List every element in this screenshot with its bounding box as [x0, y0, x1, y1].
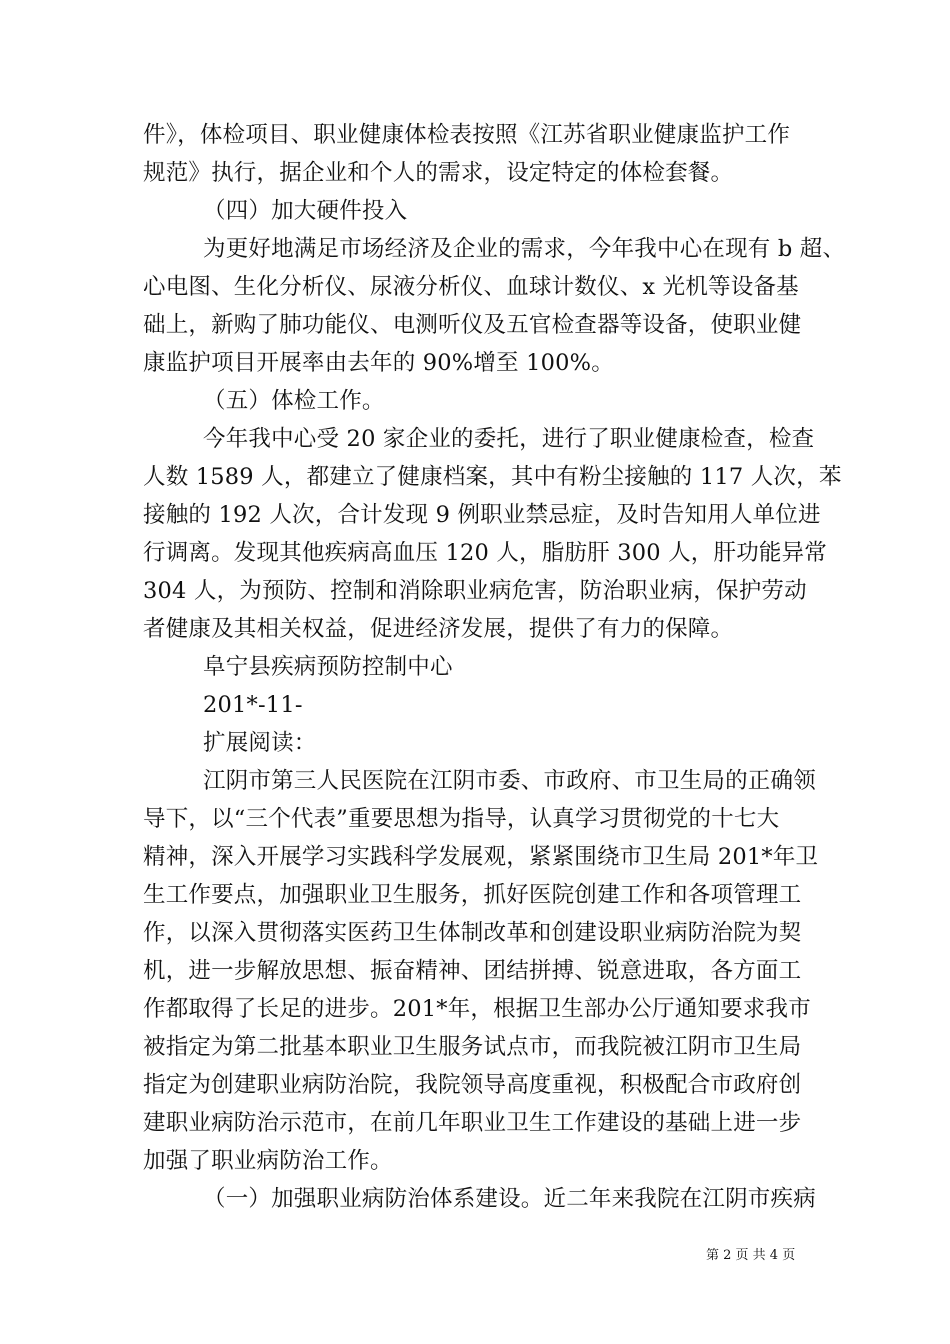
text-line: 今年我中心受 20 家企业的委托，进行了职业健康检查，检查	[203, 426, 815, 452]
text-line: 加强了职业病防治工作。	[143, 1148, 393, 1174]
section-heading: （一）加强职业病防治体系建设。近二年来我院在江阴市疾病	[203, 1186, 816, 1212]
text-line: 指定为创建职业病防治院，我院领导高度重视，积极配合市政府创	[143, 1072, 802, 1098]
text-line: 304 人，为预防、控制和消除职业病危害，防治职业病，保护劳动	[143, 578, 807, 604]
text-line: 件》，体检项目、职业健康体检表按照《江苏省职业健康监护工作	[143, 122, 791, 148]
page-number-footer: 第 2 页 共 4 页	[706, 1248, 796, 1263]
text-line: 精神，深入开展学习实践科学发展观，紧紧围绕市卫生局 201*年卫	[143, 844, 819, 870]
text-line: 康监护项目开展率由去年的 90%增至 100%。	[143, 350, 614, 376]
text-line: 接触的 192 人次，合计发现 9 例职业禁忌症，及时告知用人单位进	[143, 502, 821, 528]
text-line: 心电图、生化分析仪、尿液分析仪、血球计数仪、x 光机等设备基	[143, 274, 799, 300]
text-line: 导下，以“三个代表”重要思想为指导，认真学习贯彻党的十七大	[143, 806, 780, 832]
text-line: 行调离。发现其他疾病高血压 120 人，脂肪肝 300 人，肝功能异常	[143, 540, 828, 566]
text-line: 作都取得了长足的进步。201*年，根据卫生部办公厅通知要求我市	[143, 996, 811, 1022]
text-line: 建职业病防治示范市，在前几年职业卫生工作建设的基础上进一步	[143, 1110, 802, 1136]
text-line: 机，进一步解放思想、振奋精神、团结拼搏、锐意进取，各方面工	[143, 958, 802, 984]
extended-reading-label: 扩展阅读：	[203, 730, 317, 756]
section-heading: （四）加大硬件投入	[203, 198, 408, 224]
text-line: 规范》执行，据企业和个人的需求，设定特定的体检套餐。	[143, 160, 734, 186]
text-line: 为更好地满足市场经济及企业的需求，今年我中心在现有 b 超、	[203, 236, 846, 262]
document-date: 201*-11-	[203, 692, 303, 718]
text-line: 者健康及其相关权益，促进经济发展，提供了有力的保障。	[143, 616, 734, 642]
organization-signature: 阜宁县疾病预防控制中心	[203, 654, 453, 680]
section-heading: （五）体检工作。	[203, 388, 385, 414]
text-line: 作，以深入贯彻落实医药卫生体制改革和创建设职业病防治院为契	[143, 920, 802, 946]
text-line: 生工作要点，加强职业卫生服务，抓好医院创建工作和各项管理工	[143, 882, 802, 908]
text-line: 础上，新购了肺功能仪、电测听仪及五官检查器等设备，使职业健	[143, 312, 802, 338]
text-line: 人数 1589 人，都建立了健康档案，其中有粉尘接触的 117 人次，苯	[143, 464, 842, 490]
text-line: 被指定为第二批基本职业卫生服务试点市，而我院被江阴市卫生局	[143, 1034, 802, 1060]
text-line: 江阴市第三人民医院在江阴市委、市政府、市卫生局的正确领	[203, 768, 816, 794]
